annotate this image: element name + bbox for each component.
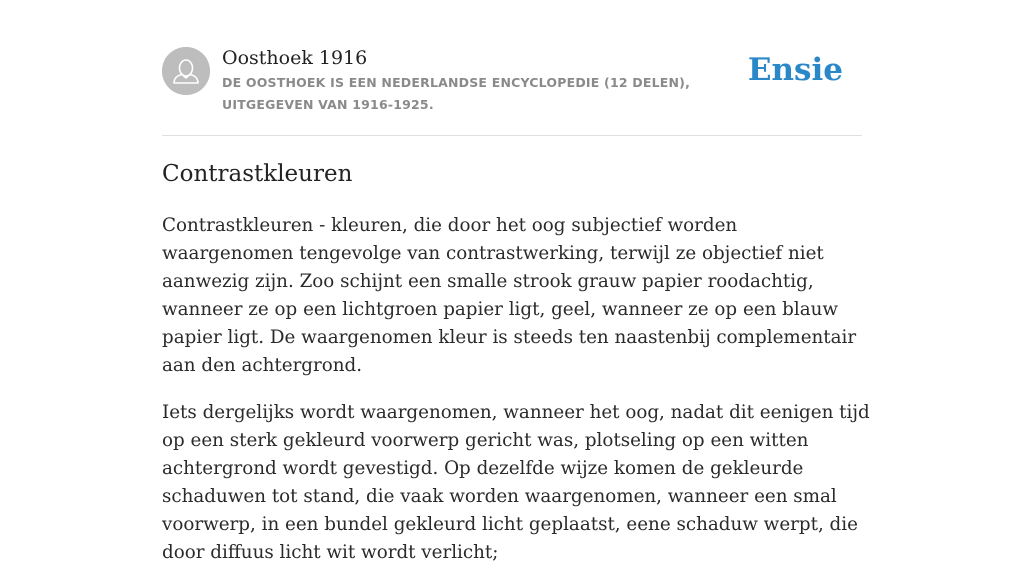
author-name[interactable]: Oosthoek 1916 xyxy=(222,47,368,69)
author-avatar[interactable] xyxy=(162,47,210,95)
ensie-logo[interactable]: Ensie xyxy=(747,52,843,88)
article-paragraph: Contrastkleuren - kleuren, die door het oog subjectief worden waargenomen tengevolge van contrastwerking, terwijl ze objectief niet aanwezig zijn. Zoo schijnt een smalle strook grauw papier roodachtig, wanneer ze op een lichtgroen papier ligt, geel, wanneer ze op een blauw papier ligt. De waargenomen kleur is steeds ten naastenbij complementair aan den achtergrond. xyxy=(162,215,857,376)
author-description: DE OOSTHOEK IS EEN NEDERLANDSE ENCYCLOPEDIE (12 DELEN), UITGEGEVEN VAN 1916-1925. xyxy=(222,75,691,112)
user-silhouette-icon xyxy=(162,47,210,95)
article-body xyxy=(162,212,874,586)
page-container xyxy=(162,0,870,563)
article-title: Contrastkleuren xyxy=(162,161,353,187)
article-paragraph: Iets dergelijks wordt waargenomen, wanneer het oog, nadat dit eenigen tijd op een sterk gekleurd voorwerp gericht was, plotseling op een witten achtergrond wordt gevestigd. Op dezelfde wijze komen de gekleurde schaduwen tot stand, die vaak worden waargenomen, wanneer een smal voorwerp, in een bundel gekleurd licht geplaatst, eene schaduw werpt, die door diffuus licht wit wordt verlicht; xyxy=(162,402,870,563)
author-header xyxy=(162,0,862,136)
